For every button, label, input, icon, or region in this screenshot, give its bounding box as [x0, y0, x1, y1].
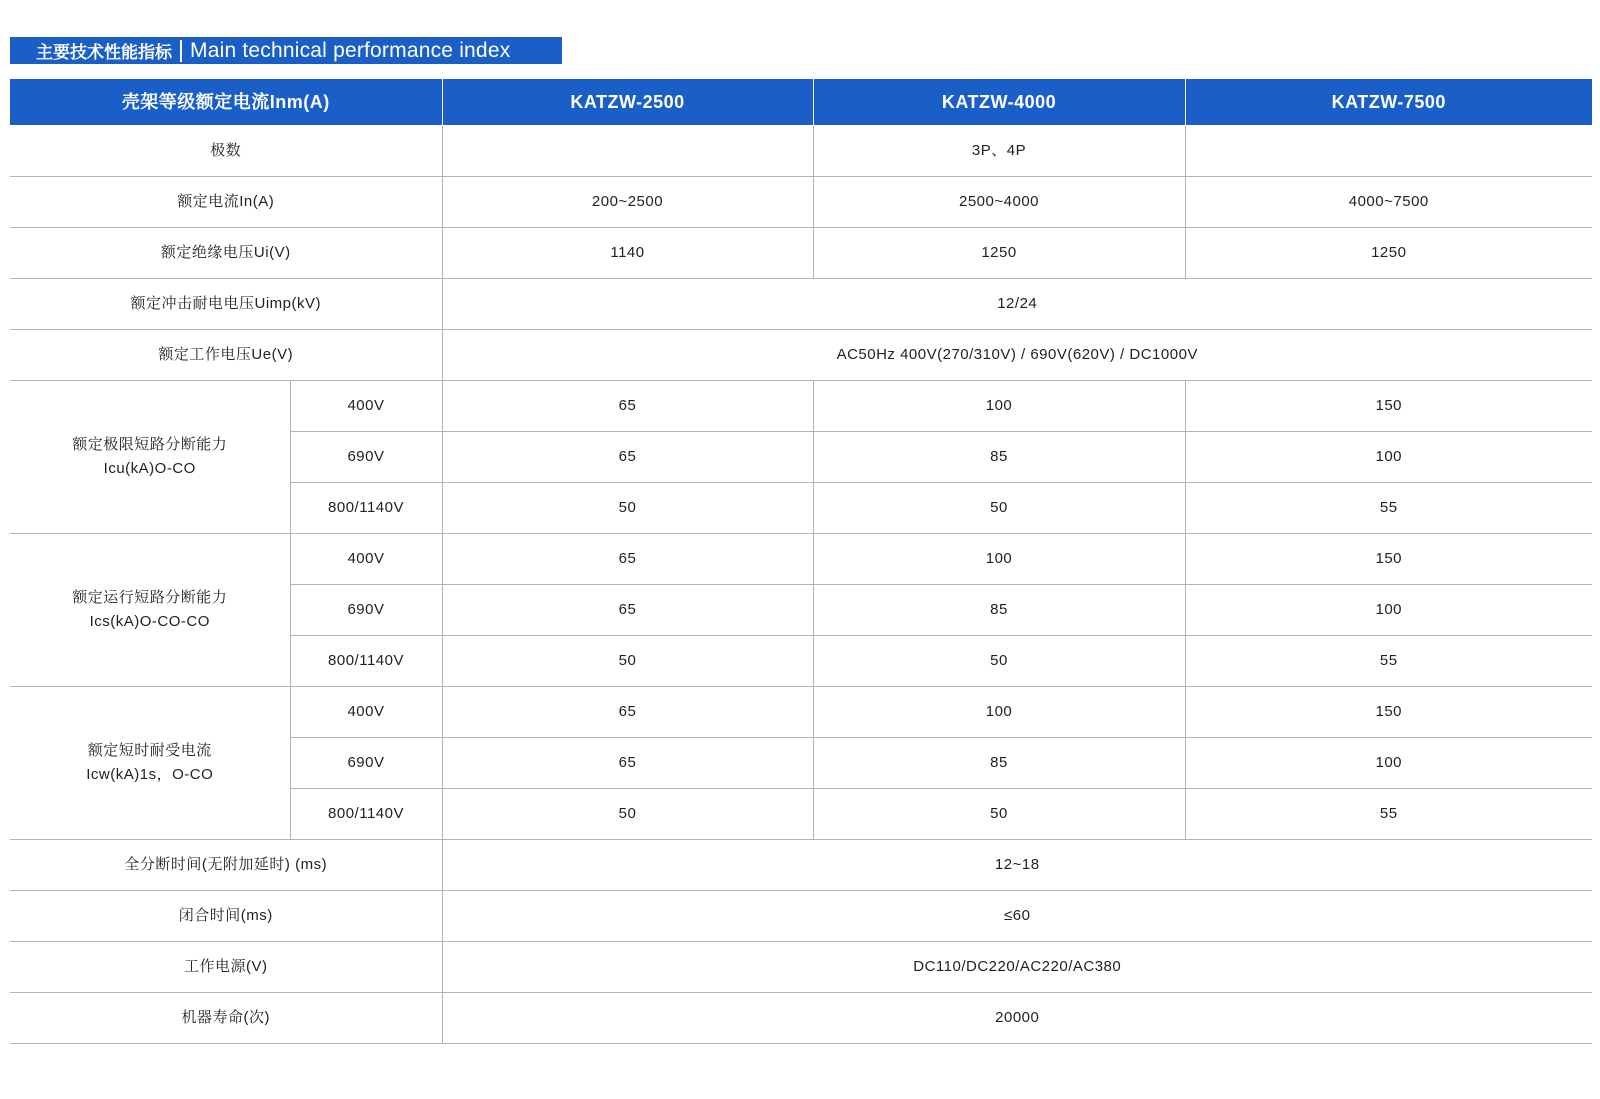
voltage-cell: 800/1140V: [290, 483, 442, 534]
table-cell-merged: AC50Hz 400V(270/310V) / 690V(620V) / DC1000V: [442, 330, 1592, 381]
table-cell: 50: [442, 636, 813, 687]
table-header-row: [10, 79, 1592, 126]
section-title-cn: 主要技术性能指标: [36, 43, 172, 62]
table-cell-merged: DC110/DC220/AC220/AC380: [442, 942, 1592, 993]
table-cell: 50: [813, 483, 1185, 534]
voltage-cell: 690V: [290, 432, 442, 483]
table-row-icw-400: [10, 687, 1592, 738]
table-row-power-supply: [10, 942, 1592, 993]
table-cell: 65: [442, 381, 813, 432]
spec-table: [10, 78, 1592, 1044]
section-title-en: Main technical performance index: [190, 38, 511, 62]
cell-empty: [1185, 126, 1592, 177]
group-label-ics: [10, 534, 290, 687]
table-cell: 50: [813, 789, 1185, 840]
table-cell: 100: [1185, 738, 1592, 789]
cell-empty: [442, 126, 813, 177]
group-label-line2: Icu(kA)O-CO: [103, 460, 196, 477]
section-title-bar: [10, 37, 562, 64]
table-cell: 50: [442, 789, 813, 840]
table-cell: 2500~4000: [813, 177, 1185, 228]
table-cell: 85: [813, 585, 1185, 636]
group-label-line1: 额定运行短路分断能力: [72, 589, 228, 606]
header-frame-current: 壳架等级额定电流Inm(A): [10, 79, 442, 126]
table-cell-merged: 20000: [442, 993, 1592, 1044]
table-cell: 100: [813, 381, 1185, 432]
table-cell: 65: [442, 585, 813, 636]
table-cell: 150: [1185, 534, 1592, 585]
table-cell: 85: [813, 738, 1185, 789]
table-cell: 100: [813, 534, 1185, 585]
cell-poles-value: 3P、4P: [813, 126, 1185, 177]
table-cell: 55: [1185, 483, 1592, 534]
group-label-line1: 额定极限短路分断能力: [72, 436, 228, 453]
table-cell: 55: [1185, 636, 1592, 687]
table-row-closing-time: [10, 891, 1592, 942]
table-row-working-voltage: [10, 330, 1592, 381]
table-cell: 150: [1185, 381, 1592, 432]
table-cell: 100: [1185, 585, 1592, 636]
table-cell: 100: [1185, 432, 1592, 483]
table-cell: 50: [442, 483, 813, 534]
table-cell: 4000~7500: [1185, 177, 1592, 228]
table-cell: 200~2500: [442, 177, 813, 228]
table-cell: 50: [813, 636, 1185, 687]
table-row-impulse-voltage: [10, 279, 1592, 330]
row-label: 机器寿命(次): [10, 993, 442, 1044]
voltage-cell: 800/1140V: [290, 789, 442, 840]
table-cell: 65: [442, 534, 813, 585]
table-cell: 65: [442, 432, 813, 483]
group-label-line2: Ics(kA)O-CO-CO: [89, 613, 210, 630]
voltage-cell: 690V: [290, 585, 442, 636]
voltage-cell: 400V: [290, 687, 442, 738]
header-model-1: KATZW-2500: [442, 79, 813, 126]
table-cell: 1250: [813, 228, 1185, 279]
table-cell-merged: ≤60: [442, 891, 1592, 942]
table-cell-merged: 12/24: [442, 279, 1592, 330]
row-label: 全分断时间(无附加延时) (ms): [10, 840, 442, 891]
table-row-icu-400: [10, 381, 1592, 432]
table-cell-merged: 12~18: [442, 840, 1592, 891]
table-row-rated-current: [10, 177, 1592, 228]
header-model-2: KATZW-4000: [813, 79, 1185, 126]
table-cell: 65: [442, 687, 813, 738]
group-label-icw: [10, 687, 290, 840]
row-label: 额定绝缘电压Ui(V): [10, 228, 442, 279]
table-row-break-time: [10, 840, 1592, 891]
group-label-icu: [10, 381, 290, 534]
row-label: 额定冲击耐电电压Uimp(kV): [10, 279, 442, 330]
voltage-cell: 690V: [290, 738, 442, 789]
row-label: 极数: [10, 126, 442, 177]
title-divider: [180, 40, 182, 62]
row-label: 闭合时间(ms): [10, 891, 442, 942]
table-row-poles: [10, 126, 1592, 177]
group-label-line2: Icw(kA)1s，O-CO: [86, 766, 214, 783]
table-row-mechanical-life: [10, 993, 1592, 1044]
voltage-cell: 400V: [290, 381, 442, 432]
table-cell: 1250: [1185, 228, 1592, 279]
table-cell: 100: [813, 687, 1185, 738]
row-label: 额定工作电压Ue(V): [10, 330, 442, 381]
header-model-3: KATZW-7500: [1185, 79, 1592, 126]
group-label-line1: 额定短时耐受电流: [87, 742, 212, 759]
row-label: 工作电源(V): [10, 942, 442, 993]
table-cell: 85: [813, 432, 1185, 483]
table-row-ics-400: [10, 534, 1592, 585]
table-cell: 65: [442, 738, 813, 789]
table-cell: 1140: [442, 228, 813, 279]
table-row-insulation-voltage: [10, 228, 1592, 279]
voltage-cell: 400V: [290, 534, 442, 585]
voltage-cell: 800/1140V: [290, 636, 442, 687]
table-cell: 55: [1185, 789, 1592, 840]
row-label: 额定电流In(A): [10, 177, 442, 228]
table-cell: 150: [1185, 687, 1592, 738]
